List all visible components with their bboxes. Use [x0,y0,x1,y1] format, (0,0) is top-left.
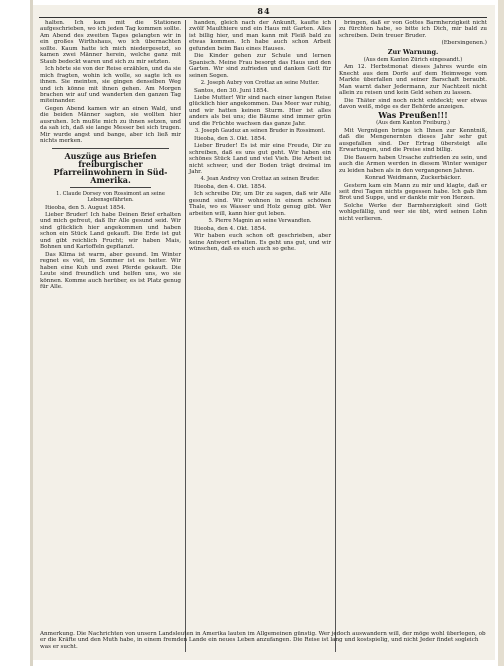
paragraph: Wir haben euch schon oft geschrieben, aber keine Antwort erhalten. Es geht uns gut, und wir wünschen, daß es euch auch so gehe. [189,233,331,252]
divider [52,148,169,149]
column-middle [189,20,331,253]
paragraph: halten. Ich kam mit die Stationen aufgeschrieben, wo ich jeden Tag kommen sollte. Am Abend des zweiten Tages gelangten wir in ein großes Wirthshaus, wo ich übernachten sollte. Kaum hatte ich mich niedergesetzt, so kamen zwei Männer herein, welche ganz mit Staub bedeckt waren und sich zu mir setzten. [40,20,181,65]
column-left [40,20,181,291]
dateline: Santos, den 30. Juni 1854. [194,87,269,94]
article-heading: Was Preußen!!! [378,110,448,121]
divider [70,187,151,188]
article-subheading: 4. Jean Andrey von Crottaz an seinen Bruder. [200,176,320,183]
page-number: 84 [257,6,271,16]
paragraph: Das Klima ist warm, aber gesund. Im Winter regnet es viel, im Sommer ist es heiter. Wir haben eine Kuh und zwei Pferde gekauft. Die Leute sind freundlich und helfen uns, wo sie können. Komme auch herüber, es ist Platz genug für Alle. [40,251,181,290]
article-subheading: (Aus dem Kanton Zürich eingesandt.) [363,56,463,63]
paragraph: Die Bauern haben Ursache zufrieden zu sein, und auch die Armen werden in diesem Winter weniger zu leiden haben als in den vergangenen Jahren. [339,154,487,174]
top-rule [39,17,487,18]
paragraph: Solche Werke der Barmherzigkeit sind Gott wohlgefällig, und wer sie übt, wird seinen Lohn nicht verlieren. [339,202,487,222]
column-separator [335,20,336,652]
article-subheading: (Aus dem Kanton Freiburg.) [376,120,450,127]
paragraph: Mit Vergnügen bringe ich Ihnen zur Kenntniß, daß die Mengenernten dieses Jahr sehr gut ausgefallen sind. Der Ertrag übersteigt alle Erwartungen, und die Preise sind billig. [339,127,487,154]
paragraph: Lieber Bruder! Es ist mir eine Freude, Dir zu schreiben, daß es uns gut geht. Wir haben ein schönes Stück Land und viel Vieh. Die Arbeit ist nicht schwer, und der Boden trägt dreimal im Jahr. [189,143,331,175]
article-heading: Auszüge aus Briefen freiburgischer Pfarreiinwohnern in Süd-Amerika. [53,150,168,185]
signature: (Ebersingenen.) [441,40,487,47]
article-subheading: 2. Joseph Aubry von Crottaz an seine Mutter. [200,80,320,87]
paragraph: Liebe Mutter! Wir sind nach einer langen Reise glücklich hier angekommen. Das Meer war ruhig, und wir hatten keinen Sturm. Hier ist alles anders als bei uns; die Bäume sind immer grün und die Früchte wachsen das ganze Jahr. [189,94,331,127]
article-subheading: 3. Joseph Gauduz an seinen Bruder in Rossimont. [194,128,326,135]
column-right [339,20,487,223]
paragraph: Ich hörte sie von der Reise erzählen, und da sie mich fragten, wohin ich wolle, so sagte ich es ihnen. Sie meinten, sie gingen denselben Weg und ich könne mit ihnen gehen. Am Morgen brachen wir auf und wanderten den ganzen Tag miteinander. [40,66,181,105]
paragraph: Gegen Abend kamen wir an einen Wald, und die beiden Männer sagten, sie wollten hier ausruhen. Ich mußte mich zu ihnen setzen, und da sah ich, daß sie lange Messer bei sich trugen. Mir wurde angst und bange, aber ich ließ mir nichts merken. [40,105,181,145]
paragraph: handen, gleich nach der Ankunft, kaufte ich zwölf Maulthiere und ein Haus mit Garten. Alles ist billig hier, und man kann mit Fleiß bald zu etwas kommen. Ich habe auch schon Arbeit gefunden beim Bau eines Hauses. [189,20,331,52]
paragraph: Die Thäter sind noch nicht entdeckt; wer etwas davon weiß, möge es der Behörde anzeigen. [339,97,487,110]
page-margin-right [498,0,504,666]
paragraph: Gestern kam ein Mann zu mir und klagte, daß er seit drei Tagen nichts gegessen habe. Ich gab ihm Brot und Suppe, und er dankte mir von Herzen. [339,182,487,202]
bottom-note: Anmerkung. Die Nachrichten von unsern Landsleuten in Amerika lauten im Allgemeinen günstig. Wer jedoch auswandern will, der möge wohl überlegen, ob er die Kräfte und den Muth habe, in einem fremden Lande ein neues Leben anzufangen. Die Reise ist lang und kostspielig, und nicht Jeder findet sogleich was er sucht. [40,630,486,650]
dateline: Itieoba, den 3. Okt. 1854. [194,135,267,142]
dateline: Itieoba, den 4. Okt. 1854. [194,225,267,232]
paragraph: Die Kinder gehen zur Schule und lernen Spanisch. Meine Frau besorgt das Haus und den Garten. Wir sind zufrieden und danken Gott für seinen Segen. [189,53,331,79]
paragraph: bringen, daß er von Gottes Barmherzigkeit nicht zu fürchten habe, so bitte ich Dich, mir bald zu schreiben. Dein treuer Bruder. [339,20,487,39]
article-subheading: 1. Claude Dorsey von Rossimont an seine Lebensgefährten. [56,190,165,204]
paragraph: Ich schreibe Dir, um Dir zu sagen, daß wir Alle gesund sind. Wir wohnen in einem schönen Thale, wo es Wasser und Holz genug gibt. Wer arbeiten will, kann hier gut leben. [189,191,331,217]
dateline: Itieoba, den 4. Okt. 1854. [194,183,267,190]
column-separator [185,20,186,652]
paragraph: Lieber Bruder! Ich habe Deinen Brief erhalten und mich gefreut, daß Ihr Alle gesund seid. Wir sind glücklich hier angekommen und haben schon ein Stück Land gekauft. Die Erde ist gut und gibt reichlich Frucht; wir haben Mais, Bohnen und Kartoffeln gepflanzt. [40,211,181,251]
paragraph: Am 12. Herbstmonat dieses Jahres wurde ein Knecht aus dem Dorfe auf dem Heimwege vom Markte überfallen und seiner Barschaft beraubt. Man warnt daher Jedermann, zur Nachtzeit nicht allein zu reisen und kein Geld sehen zu lassen. [339,64,487,97]
article-heading: Zur Warnung. [387,47,439,56]
newspaper-page [33,5,495,660]
dateline: Itieoba, den 5. August 1854. [45,204,126,211]
author-line: Konrad Weidmann, Zuckerbäcker. [364,175,462,182]
article-subheading: 5. Pierre Magnin an seine Verwandten. [208,218,312,225]
page-margin-left [0,0,33,666]
